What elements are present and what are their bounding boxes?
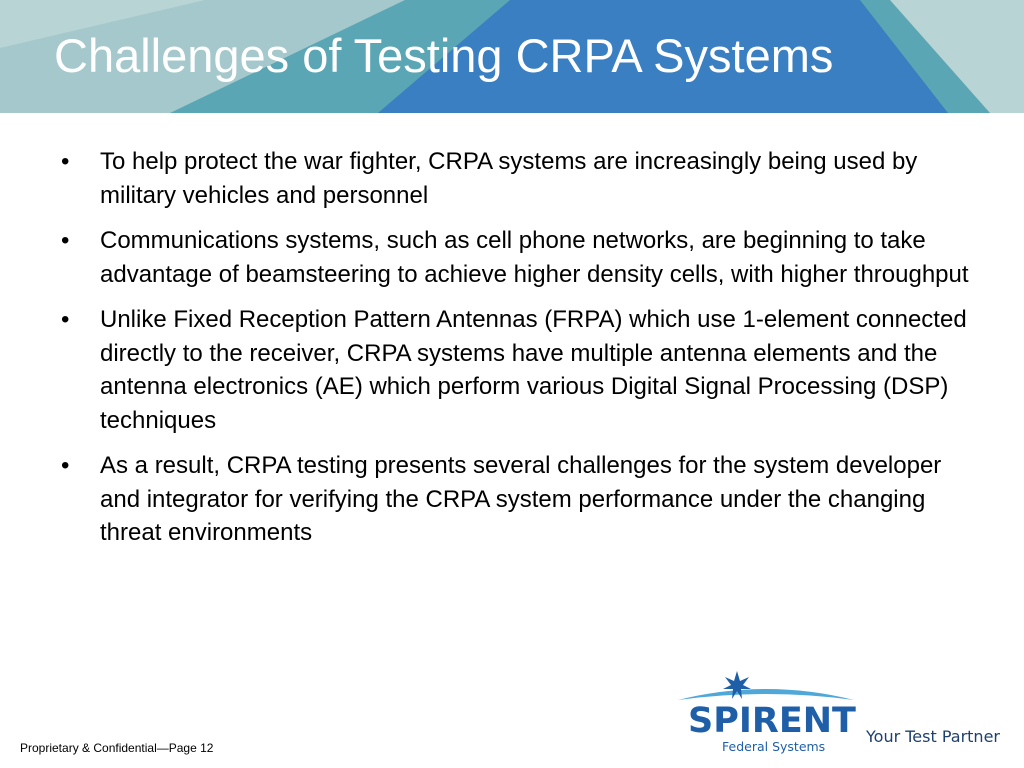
slide-title: Challenges of Testing CRPA Systems (54, 29, 834, 82)
bullet-list (61, 145, 971, 562)
bullet-item-2 (61, 224, 971, 291)
logo-wordmark: SPIRENT (688, 701, 856, 741)
bullet-marker: • (61, 227, 70, 254)
bullet-item-1 (61, 145, 971, 212)
bullet-text: As a result, CRPA testing presents several challenges for the system developer and integrator for verifying the CRPA system performance under the changing threat environments (100, 452, 942, 546)
footer-page-label: Proprietary & Confidential—Page 12 (20, 741, 214, 755)
bullet-marker: • (61, 148, 70, 175)
tagline: Your Test Partner (866, 727, 1000, 746)
logo-subtitle: Federal Systems (722, 739, 826, 754)
bullet-item-4 (61, 449, 971, 550)
bullet-marker: • (61, 306, 70, 333)
spirent-logo (676, 668, 856, 760)
bullet-item-3 (61, 303, 971, 437)
bullet-text: To help protect the war fighter, CRPA systems are increasingly being used by military vehicles and personnel (100, 148, 918, 209)
bullet-text: Communications systems, such as cell phone networks, are beginning to take advantage of beamsteering to achieve higher density cells, with higher throughput (100, 227, 969, 288)
bullet-text: Unlike Fixed Reception Pattern Antennas (FRPA) which use 1-element connected directly to the receiver, CRPA systems have multiple antenna elements and the antenna electronics (AE) which perform various Digital Signal Processing (DSP) techniques (100, 306, 967, 434)
header-banner (0, 0, 1024, 113)
bullet-marker: • (61, 452, 70, 479)
logo-swoosh (678, 689, 854, 700)
